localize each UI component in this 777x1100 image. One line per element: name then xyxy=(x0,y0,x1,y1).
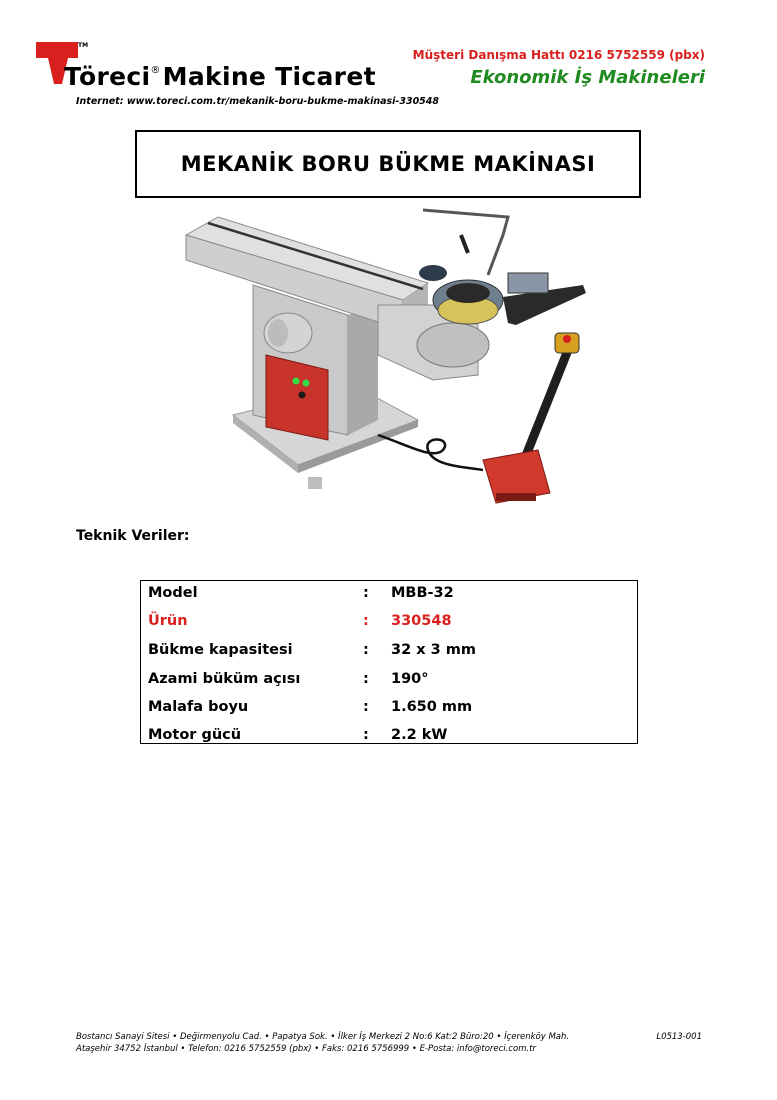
section-label-technical-data: Teknik Veriler: xyxy=(76,528,190,544)
spec-row-product xyxy=(141,609,637,637)
registered-mark: ® xyxy=(150,65,161,76)
document-code: L0513-001 xyxy=(656,1032,702,1042)
spec-value: 32 x 3 mm xyxy=(391,642,476,658)
logo-bar xyxy=(36,42,78,58)
spec-key: Motor gücü xyxy=(148,727,242,743)
spec-row-max-bending-angle xyxy=(141,667,637,695)
brand-rest: Makine Ticaret xyxy=(162,62,376,91)
slogan: Ekonomik İş Makineleri xyxy=(470,67,705,88)
product-title: MEKANİK BORU BÜKME MAKİNASI xyxy=(180,152,596,176)
spec-colon: : xyxy=(363,699,369,715)
spec-value: MBB-32 xyxy=(391,585,454,601)
spec-row-bending-capacity xyxy=(141,638,637,666)
spec-colon: : xyxy=(363,585,369,601)
company-name xyxy=(64,62,376,91)
spec-key: Ürün xyxy=(148,613,188,629)
spec-colon: : xyxy=(363,613,369,629)
spec-colon: : xyxy=(363,727,369,743)
title-underline-left xyxy=(135,196,159,198)
footer-address-line-1: Bostancı Sanayi Sitesi • Değirmenyolu Cad. • Papatya Sok. • İlker İş Merkezi 2 No:6 Kat:2 Büro:20 • İçerenköy Mah. xyxy=(76,1032,570,1042)
spec-table xyxy=(140,580,638,744)
footer-address-line-2: Ataşehir 34752 İstanbul • Telefon: 0216 5752559 (pbx) • Faks: 0216 5756999 • E-Posta: info@toreci.com.tr xyxy=(76,1044,537,1054)
spec-value: 330548 xyxy=(391,613,452,629)
spec-key: Malafa boyu xyxy=(148,699,249,715)
title-underline-right xyxy=(614,196,641,198)
spec-key: Model xyxy=(148,585,198,601)
spec-key: Azami büküm açısı xyxy=(148,671,301,687)
spec-value: 190° xyxy=(391,671,429,687)
customer-hotline: Müşteri Danışma Hattı 0216 5752559 (pbx) xyxy=(412,48,705,62)
spec-colon: : xyxy=(363,671,369,687)
spec-key: Bükme kapasitesi xyxy=(148,642,293,658)
brand-name: Töreci xyxy=(64,62,151,91)
spec-row-mandrel-length xyxy=(141,695,637,723)
trademark-mark: TM xyxy=(78,42,89,49)
machine-photo xyxy=(178,205,598,510)
product-title-box xyxy=(135,130,641,198)
spec-value: 2.2 kW xyxy=(391,727,448,743)
spec-row-model xyxy=(141,581,637,609)
spec-colon: : xyxy=(363,642,369,658)
spec-row-motor-power xyxy=(141,723,637,751)
spec-value: 1.650 mm xyxy=(391,699,473,715)
internet-link[interactable]: Internet: www.toreci.com.tr/mekanik-boru-bukme-makinasi-330548 xyxy=(76,96,440,107)
